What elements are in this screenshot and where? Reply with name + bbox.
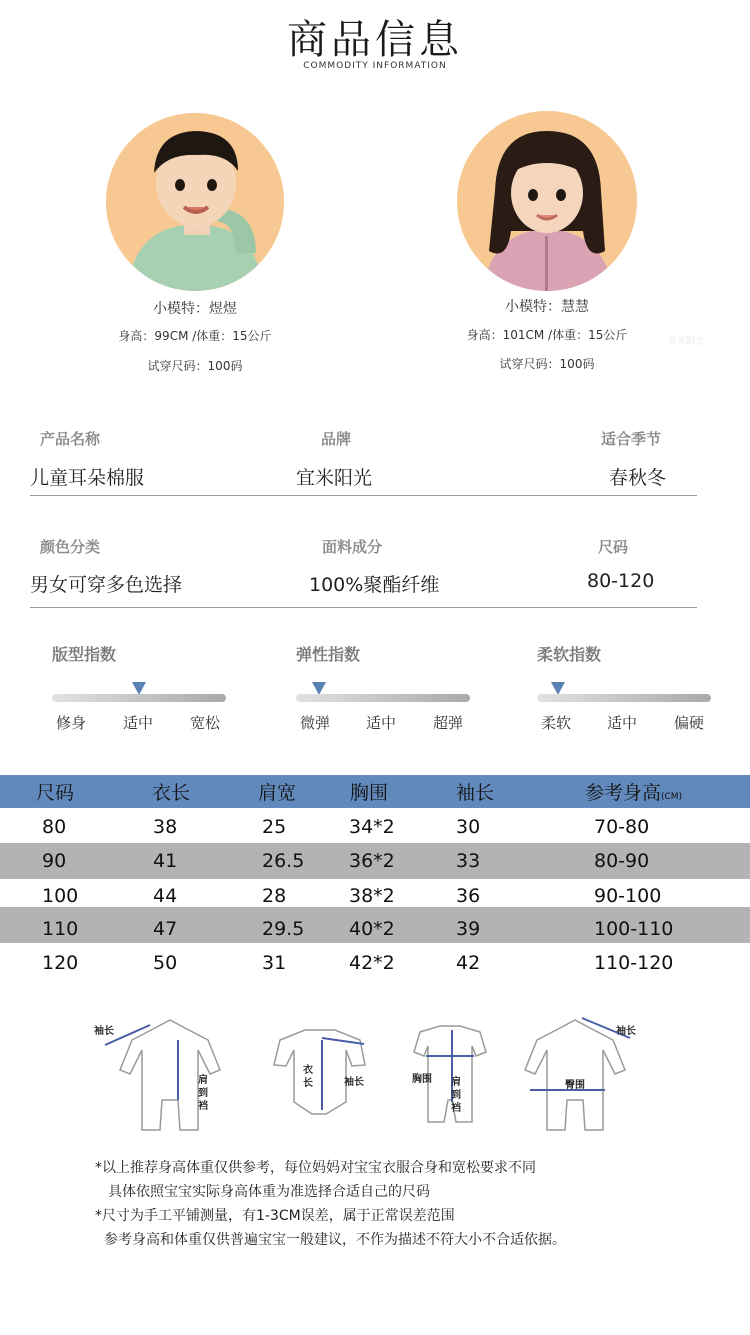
elasticity-index-title: 弹性指数: [296, 645, 361, 664]
note-line: *以上推荐身高体重仅供参考，每位妈妈对宝宝衣服合身和宽松要求不同: [95, 1160, 536, 1176]
season-value: 春秋冬: [609, 467, 667, 489]
table-cell: 26.5: [262, 850, 305, 872]
page-subtitle: COMMODITY INFORMATION: [303, 61, 447, 71]
table-cell: 42: [456, 952, 481, 974]
model-boy-avatar: [106, 113, 284, 291]
table-cell: 100-110: [594, 918, 674, 940]
softness-index: [537, 642, 711, 732]
table-cell: 90: [42, 850, 67, 872]
diagram-label-length: 衣长: [303, 1065, 313, 1089]
col-header-size: 尺码: [36, 782, 75, 804]
table-cell: 33: [456, 850, 481, 872]
softness-option: 偏硬: [674, 714, 705, 732]
fabric-value: 100%聚酯纤维: [309, 574, 440, 596]
product-name-value: 儿童耳朵棉服: [30, 467, 145, 489]
table-cell: 41: [153, 850, 178, 872]
model-boy-size: 试穿尺码：100码: [147, 359, 243, 373]
table-cell: 50: [153, 952, 178, 974]
table-cell: 36: [456, 885, 481, 907]
elasticity-option: 超弹: [433, 714, 464, 732]
watermark: 宜米阳光: [668, 337, 705, 347]
romper-back-icon: [525, 1020, 625, 1130]
table-cell: 110-120: [594, 952, 674, 974]
divider: [30, 607, 697, 608]
table-cell: 39: [456, 918, 481, 940]
fit-option: 适中: [123, 714, 154, 732]
table-cell: 29.5: [262, 918, 305, 940]
table-cell: 38*2: [349, 885, 395, 907]
softness-index-title: 柔软指数: [537, 645, 602, 664]
table-cell: 110: [42, 918, 79, 940]
table-cell: 90-100: [594, 885, 662, 907]
note-line: 具体依照宝宝实际身高体重为准选择合适自己的尺码: [108, 1184, 430, 1200]
page-title: 商品信息: [287, 17, 463, 63]
table-cell: 34*2: [349, 816, 395, 838]
table-cell: 80: [42, 816, 67, 838]
col-header-sleeve: 袖长: [456, 782, 495, 804]
table-cell: 47: [153, 918, 178, 940]
fit-index-bar: [52, 694, 226, 702]
softness-option: 柔软: [541, 714, 572, 732]
elasticity-option: 微弹: [300, 714, 331, 732]
softness-option: 适中: [607, 714, 638, 732]
model-girl-stats: 身高：101CM /体重：15公斤: [466, 328, 628, 342]
fit-option: 宽松: [190, 714, 221, 732]
col-header-shoulder: 肩宽: [258, 782, 297, 804]
table-cell: 38: [153, 816, 178, 838]
boy-photo-icon: [106, 113, 284, 291]
note-line: 参考身高和体重仅供普遍宝宝一般建议，不作为描述不符大小不合适依据。: [104, 1232, 566, 1248]
fit-option: 修身: [56, 714, 87, 732]
diagram-label-chest: 胸围: [412, 1074, 432, 1085]
model-boy-name: 小模特：煜煜: [153, 301, 237, 317]
diagram-label-sleeve: 袖长: [344, 1077, 364, 1088]
divider: [30, 495, 697, 496]
product-name-label: 产品名称: [40, 430, 101, 448]
col-header-height-label: 参考身高: [585, 782, 662, 804]
season-label: 适合季节: [601, 430, 662, 448]
table-cell: 25: [262, 816, 287, 838]
elasticity-index: [296, 642, 470, 732]
model-girl-name: 小模特：慧慧: [505, 299, 589, 315]
table-cell: 100: [42, 885, 79, 907]
size-label: 尺码: [598, 538, 629, 556]
col-header-chest: 胸围: [350, 782, 389, 804]
table-cell: 120: [42, 952, 79, 974]
elasticity-index-bar: [296, 694, 470, 702]
fit-index-title: 版型指数: [52, 645, 117, 664]
fabric-label: 面料成分: [322, 538, 383, 556]
diagram-label-sleeve: 袖长: [616, 1026, 636, 1037]
table-cell: 36*2: [349, 850, 395, 872]
col-header-height-unit: (CM): [661, 792, 683, 802]
col-header-height: [585, 778, 682, 805]
girl-photo-icon: [457, 111, 637, 291]
fit-index: [52, 642, 226, 732]
model-girl-avatar: [457, 111, 637, 291]
measurement-diagram: [90, 1010, 660, 1140]
softness-index-bar: [537, 694, 711, 702]
table-cell: 42*2: [349, 952, 395, 974]
col-header-length: 衣长: [152, 782, 191, 804]
table-cell: 28: [262, 885, 287, 907]
model-girl-size: 试穿尺码：100码: [499, 357, 595, 371]
model-boy-stats: 身高：99CM /体重：15公斤: [118, 329, 272, 343]
color-label: 颜色分类: [40, 538, 101, 556]
color-value: 男女可穿多色选择: [30, 574, 183, 596]
note-line: *尺寸为手工平铺测量，有1-3CM误差，属于正常误差范围: [95, 1208, 455, 1224]
table-cell: 31: [262, 952, 287, 974]
table-cell: 30: [456, 816, 481, 838]
diagram-label-hip: 臀围: [565, 1080, 585, 1091]
table-cell: 80-90: [594, 850, 650, 872]
elasticity-option: 适中: [366, 714, 397, 732]
brand-value: 宜米阳光: [296, 467, 373, 489]
table-cell: 70-80: [594, 816, 650, 838]
diagram-label-shoulder-crotch: 肩到裆: [198, 1075, 208, 1112]
size-value: 80-120: [587, 570, 655, 592]
table-cell: 44: [153, 885, 178, 907]
brand-label: 品牌: [321, 430, 352, 448]
table-cell: 40*2: [349, 918, 395, 940]
diagram-label-shoulder-crotch: 肩到裆: [451, 1077, 461, 1114]
diagram-label-sleeve: 袖长: [94, 1026, 114, 1037]
